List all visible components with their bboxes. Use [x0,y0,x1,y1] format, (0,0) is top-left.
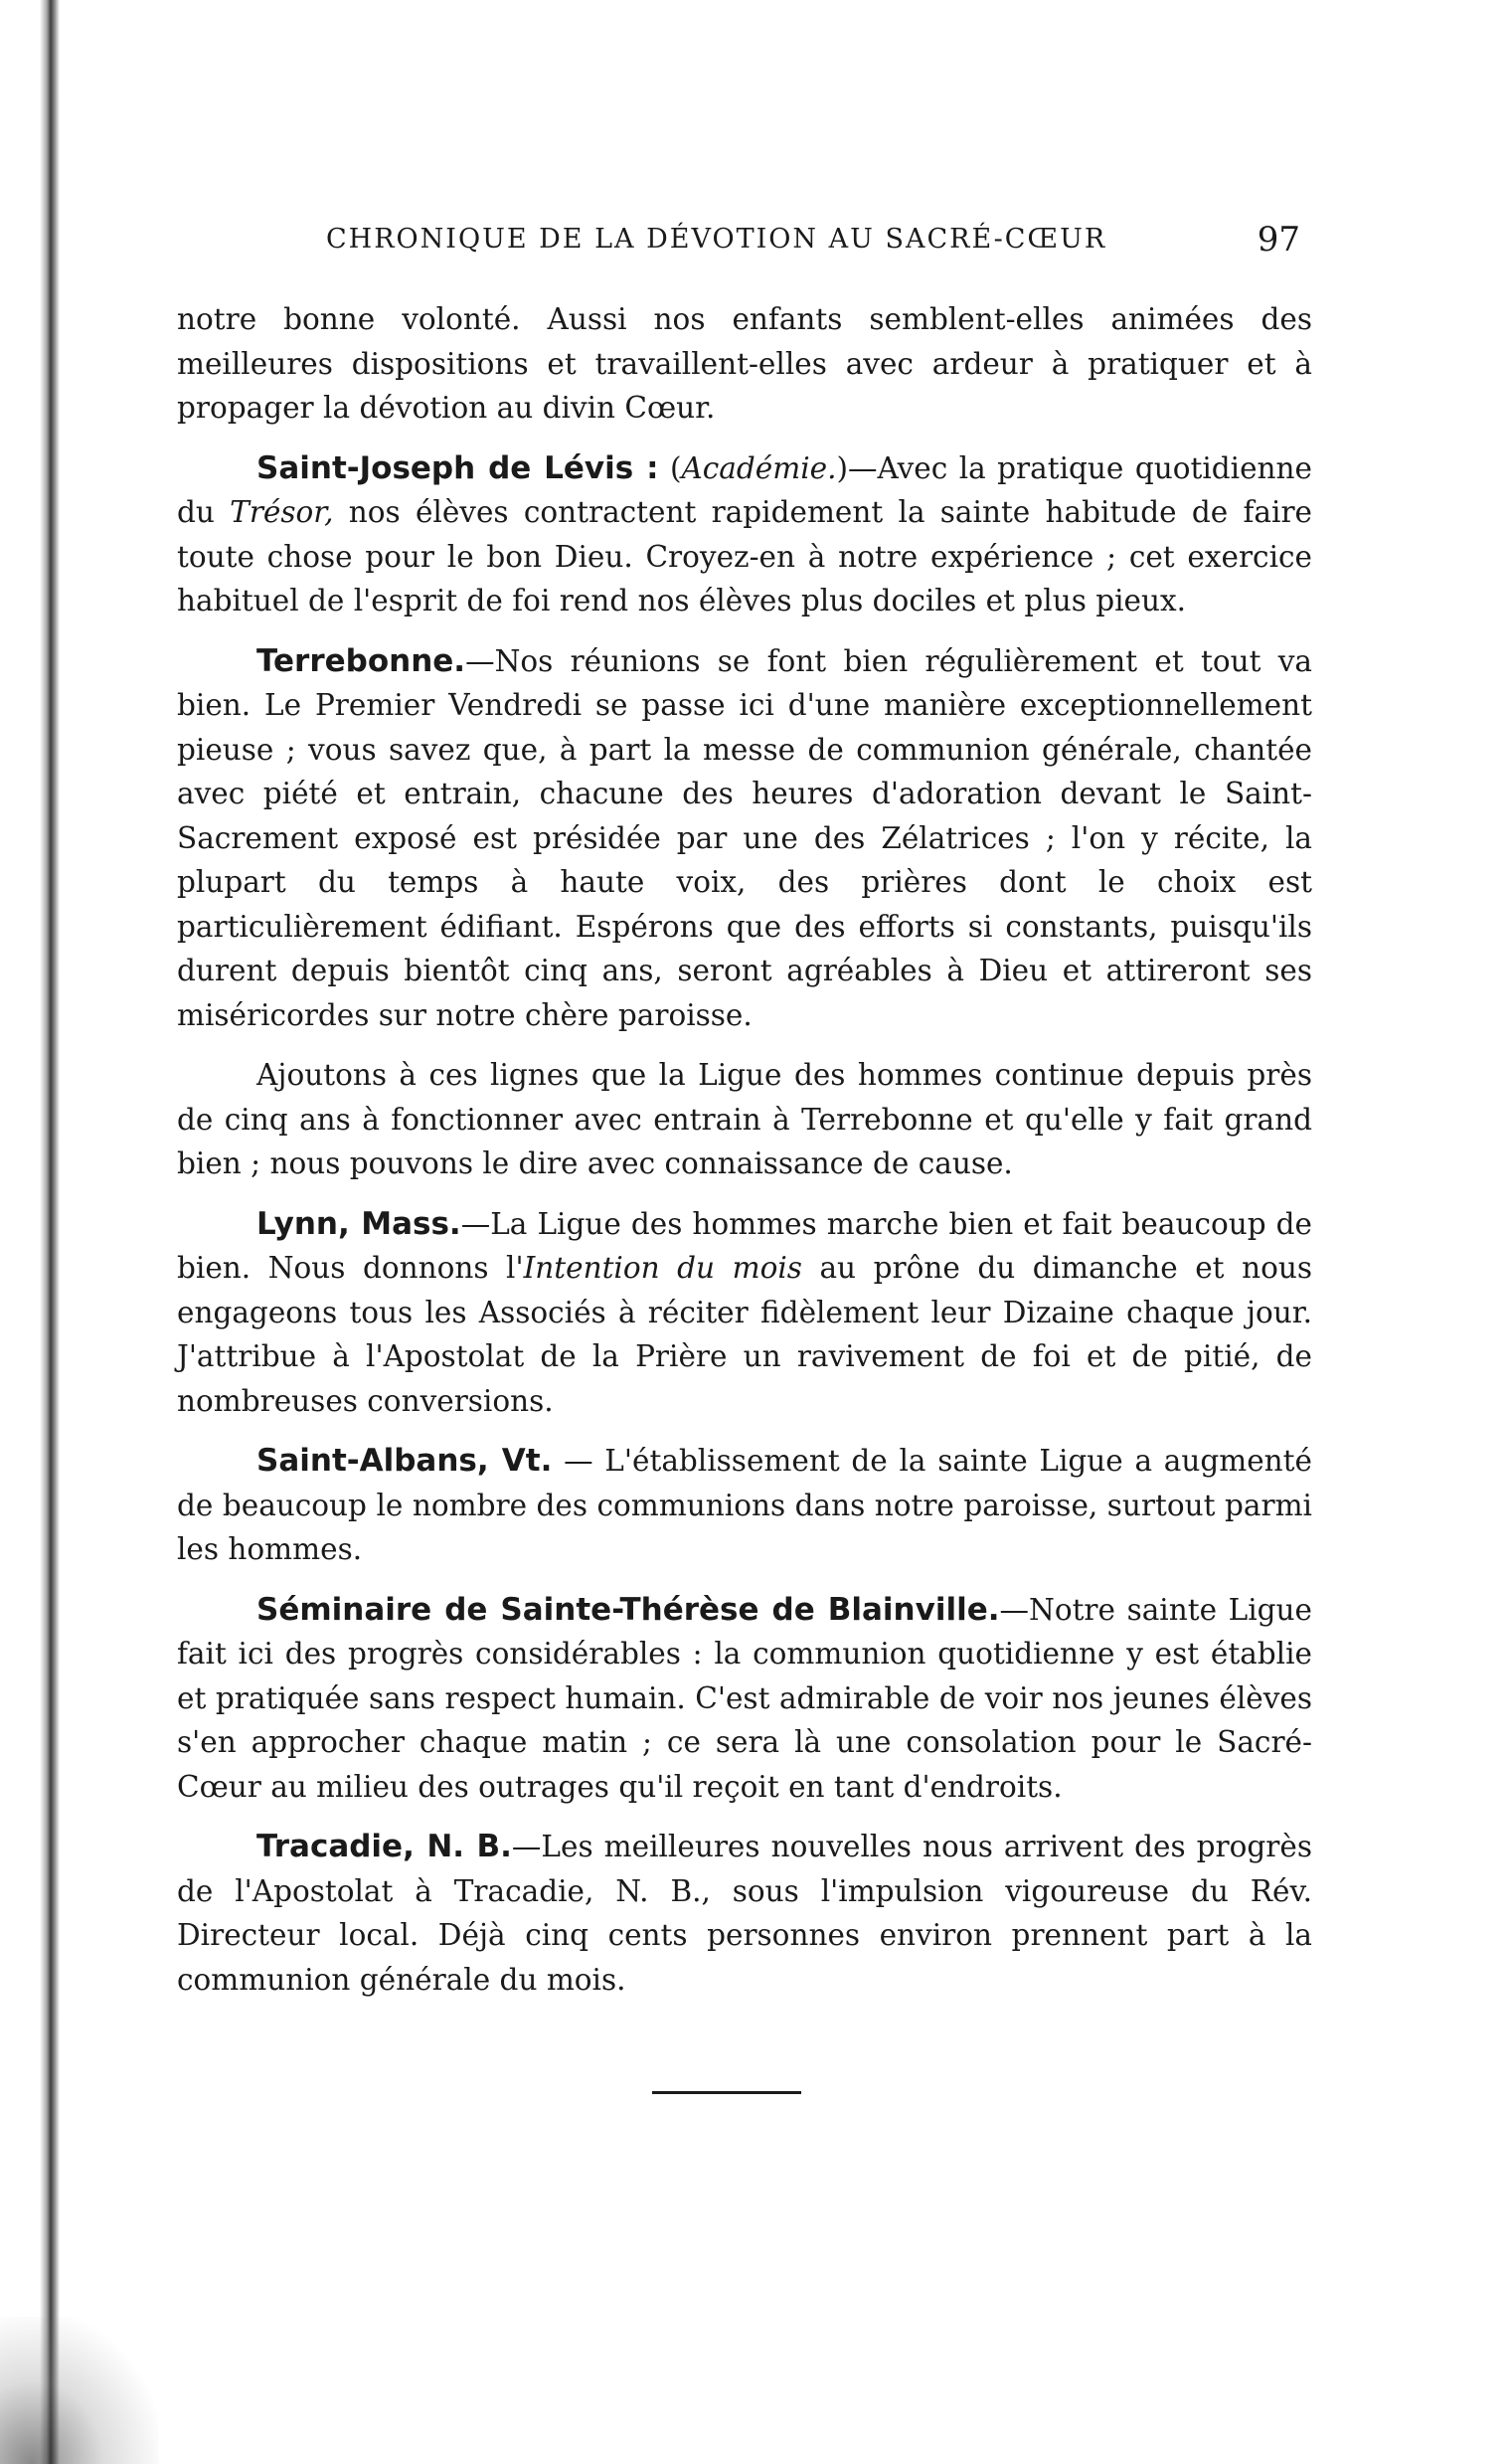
paragraph-text: notre bonne volonté. Aussi nos enfants semblent-elles animées des meilleures dispositions et travaillent-elles avec ardeur à pratiquer et à propager la dévotion au divin Cœur. [177,302,1312,425]
paragraph-tracadie [177,1825,1312,2002]
paragraph-ajoutons [177,1053,1312,1186]
paragraph-terrebonne [177,639,1312,1038]
paragraph-heading: Saint-Albans, Vt. [256,1443,553,1479]
paragraph-text: — L'établissement de la sainte Ligue a augmenté de beaucoup le nombre des communions dans notre paroisse, surtout parmi les hommes. [177,1444,1312,1566]
paragraph-heading: Tracadie, N. B. [256,1829,512,1864]
paragraph-text: —La Ligue des hommes marche bien et fait beaucoup de bien. Nous donnons l' [177,1206,1313,1285]
page-binding-edge [40,0,60,2464]
book-page [177,214,1312,2094]
scan-shadow [0,2317,159,2464]
paragraph-text: au prône du dimanche et nous engageons tous les Associés à réciter fidèlement leur Dizaine chaque jour. J'attribue à l'Apostolat de la Prière un ravivement de foi et de pitié, de nombreuses conversions. [177,1251,1312,1418]
paragraph-text: nos élèves contractent rapidement la sainte habitude de faire toute chose pour le bon Dieu. Croyez-en à notre expérience ; cet exercice habituel de l'esprit de foi rend nos élèves plus dociles et plus pieux. [177,495,1313,617]
paragraph-text: ( [658,450,682,485]
paragraph-heading: Séminaire de Sainte-Thérèse de Blainville. [256,1591,1000,1628]
running-title: CHRONIQUE DE LA DÉVOTION AU SACRÉ-CŒUR [326,224,1107,255]
paragraph-lynn-mass [177,1202,1312,1424]
page-number: 97 [1257,220,1300,260]
paragraph-saint-joseph-de-levis [177,446,1312,623]
section-end-rule [652,2091,801,2094]
paragraph-italic: Intention du mois [523,1251,802,1285]
paragraph-text: Ajoutons à ces lignes que la Ligue des hommes continue depuis près de cinq ans à fonctionner avec entrain à Terrebonne et qu'elle y fait grand bien ; nous pouvons le dire avec connaissance de cause. [177,1058,1312,1180]
paragraph-saint-albans [177,1439,1312,1572]
running-header [177,214,1312,264]
paragraph-text: —Notre sainte Ligue fait ici des progrès considérables : la communion quotidienne y est établie et pratiquée sans respect humain. C'est admirable de voir nos jeunes élèves s'en approcher chaque matin ; ce sera là une consolation pour le Sacré-Cœur au milieu des outrages qu'il reçoit en tant d'endroits. [177,1592,1312,1804]
paragraph-continuation [177,297,1312,431]
paragraph-heading: Saint-Joseph de Lévis : [256,449,659,486]
paragraph-heading: Terrebonne. [256,642,466,679]
paragraph-text: —Nos réunions se font bien régulièrement et tout va bien. Le Premier Vendredi se passe ici d'une manière exceptionnellement pieuse ; vous savez que, à part la messe de communion générale, chantée avec piété et entrain, chacune des heures d'adoration devant le Saint-Sacrement exposé est présidée par une des Zélatrices ; l'on y récite, la plupart du temps à haute voix, des prières dont le choix est particulièrement édifiant. Espérons que des efforts si constants, puisqu'ils durent depuis bientôt cinq ans, seront agréables à Dieu et attireront ses miséricordes sur notre chère paroisse. [177,643,1312,1032]
paragraph-italic: Trésor, [230,495,334,529]
paragraph-heading: Lynn, Mass. [256,1205,461,1242]
paragraph-text: )—Avec la pratique quotidienne du [177,450,1312,529]
paragraph-text: —Les meilleures nouvelles nous arrivent des progrès de l'Apostolat à Tracadie, N. B., sous l'impulsion vigoureuse du Rév. Directeur local. Déjà cinq cents personnes environ prennent part à la communion générale du mois. [177,1830,1312,1997]
paragraph-seminaire-sainte-therese [177,1588,1312,1810]
paragraph-italic: Académie. [681,450,837,485]
